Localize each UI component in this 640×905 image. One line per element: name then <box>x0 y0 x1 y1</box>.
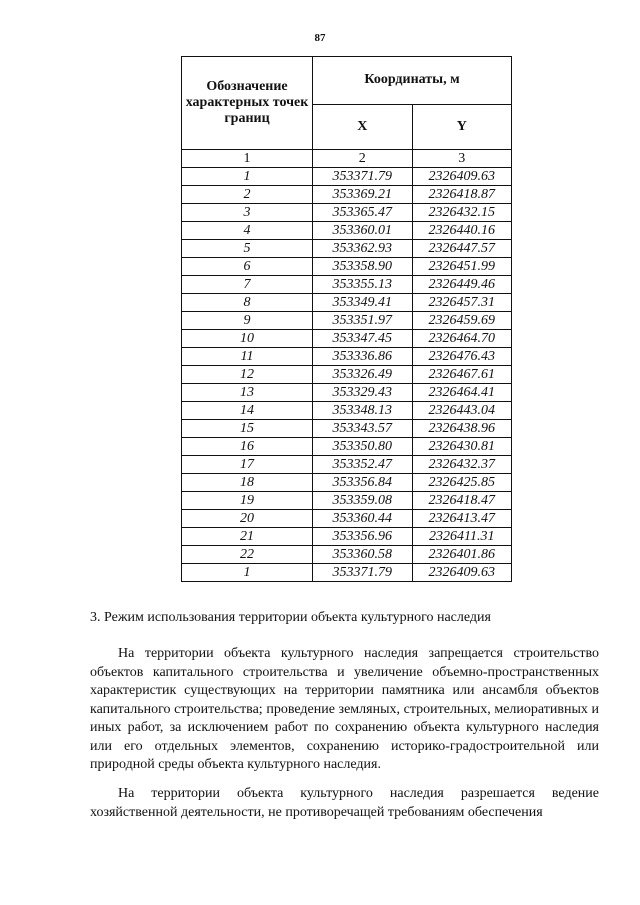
column-number: 3 <box>412 150 512 168</box>
column-number: 1 <box>182 150 313 168</box>
table-row <box>182 510 512 528</box>
y-coordinate-cell: 2326430.81 <box>412 438 512 456</box>
y-coordinate-cell: 2326418.47 <box>412 492 512 510</box>
y-coordinate-cell: 2326457.31 <box>412 294 512 312</box>
point-number-cell: 13 <box>182 384 313 402</box>
table-row <box>182 312 512 330</box>
table-row <box>182 204 512 222</box>
coordinates-table-body <box>182 150 512 582</box>
table-row <box>182 186 512 204</box>
x-coordinate-cell: 353348.13 <box>313 402 413 420</box>
column-number: 2 <box>313 150 413 168</box>
y-coordinate-cell: 2326425.85 <box>412 474 512 492</box>
point-number-cell: 9 <box>182 312 313 330</box>
table-row <box>182 438 512 456</box>
y-coordinate-cell: 2326449.46 <box>412 276 512 294</box>
point-number-cell: 11 <box>182 348 313 366</box>
table-row <box>182 258 512 276</box>
x-coordinate-cell: 353355.13 <box>313 276 413 294</box>
point-number-cell: 6 <box>182 258 313 276</box>
point-number-cell: 1 <box>182 168 313 186</box>
y-coordinate-cell: 2326432.37 <box>412 456 512 474</box>
point-number-cell: 1 <box>182 564 313 582</box>
header-point-designation: Обозначение характерных точек границ <box>182 57 313 150</box>
y-coordinate-cell: 2326401.86 <box>412 546 512 564</box>
page-number: 87 <box>314 32 326 44</box>
x-coordinate-cell: 353356.84 <box>313 474 413 492</box>
table-row <box>182 276 512 294</box>
point-number-cell: 17 <box>182 456 313 474</box>
x-coordinate-cell: 353360.58 <box>313 546 413 564</box>
point-number-cell: 14 <box>182 402 313 420</box>
y-coordinate-cell: 2326464.70 <box>412 330 512 348</box>
paragraph-prohibitions: На территории объекта культурного наследия запрещается строительство объектов капитального строительства и увеличение объемно-пространственных характеристик существующих на территории памятника или ансамбля объектов капитального строительства; проведение земляных, строительных, мелиоративных и иных работ, за исключением работ по сохранению объекта культурного наследия или его отдельных элементов, сохранению историко-градостроительной или природной среды объекта культурного наследия. <box>90 646 599 772</box>
x-coordinate-cell: 353369.21 <box>313 186 413 204</box>
table-row <box>182 564 512 582</box>
y-coordinate-cell: 2326411.31 <box>412 528 512 546</box>
y-coordinate-cell: 2326438.96 <box>412 420 512 438</box>
table-row <box>182 546 512 564</box>
x-coordinate-cell: 353350.80 <box>313 438 413 456</box>
point-number-cell: 15 <box>182 420 313 438</box>
point-number-cell: 12 <box>182 366 313 384</box>
x-coordinate-cell: 353371.79 <box>313 168 413 186</box>
y-coordinate-cell: 2326464.41 <box>412 384 512 402</box>
table-row <box>182 528 512 546</box>
point-number-cell: 10 <box>182 330 313 348</box>
header-x: X <box>313 104 413 150</box>
y-coordinate-cell: 2326459.69 <box>412 312 512 330</box>
x-coordinate-cell: 353365.47 <box>313 204 413 222</box>
point-number-cell: 3 <box>182 204 313 222</box>
paragraph-permissions: На территории объекта культурного наследия разрешается ведение хозяйственной деятельности, не противоречащей требованиям обеспечения <box>90 786 599 820</box>
y-coordinate-cell: 2326409.63 <box>412 168 512 186</box>
section-heading: 3. Режим использования территории объекта культурного наследия <box>90 610 491 625</box>
y-coordinate-cell: 2326467.61 <box>412 366 512 384</box>
table-row <box>182 222 512 240</box>
y-coordinate-cell: 2326440.16 <box>412 222 512 240</box>
x-coordinate-cell: 353352.47 <box>313 456 413 474</box>
header-coordinates: Координаты, м <box>313 57 512 105</box>
y-coordinate-cell: 2326451.99 <box>412 258 512 276</box>
x-coordinate-cell: 353347.45 <box>313 330 413 348</box>
column-number-row <box>182 150 512 168</box>
x-coordinate-cell: 353356.96 <box>313 528 413 546</box>
y-coordinate-cell: 2326418.87 <box>412 186 512 204</box>
table-row <box>182 402 512 420</box>
x-coordinate-cell: 353360.01 <box>313 222 413 240</box>
x-coordinate-cell: 353329.43 <box>313 384 413 402</box>
y-coordinate-cell: 2326413.47 <box>412 510 512 528</box>
point-number-cell: 7 <box>182 276 313 294</box>
point-number-cell: 2 <box>182 186 313 204</box>
point-number-cell: 21 <box>182 528 313 546</box>
y-coordinate-cell: 2326447.57 <box>412 240 512 258</box>
table-row <box>182 168 512 186</box>
table-row <box>182 420 512 438</box>
x-coordinate-cell: 353351.97 <box>313 312 413 330</box>
point-number-cell: 19 <box>182 492 313 510</box>
x-coordinate-cell: 353336.86 <box>313 348 413 366</box>
x-coordinate-cell: 353360.44 <box>313 510 413 528</box>
x-coordinate-cell: 353371.79 <box>313 564 413 582</box>
table-row <box>182 348 512 366</box>
table-row <box>182 456 512 474</box>
point-number-cell: 18 <box>182 474 313 492</box>
table-row <box>182 330 512 348</box>
y-coordinate-cell: 2326432.15 <box>412 204 512 222</box>
x-coordinate-cell: 353359.08 <box>313 492 413 510</box>
point-number-cell: 22 <box>182 546 313 564</box>
x-coordinate-cell: 353326.49 <box>313 366 413 384</box>
x-coordinate-cell: 353349.41 <box>313 294 413 312</box>
table-row <box>182 294 512 312</box>
coordinates-table <box>181 56 512 582</box>
x-coordinate-cell: 353343.57 <box>313 420 413 438</box>
point-number-cell: 20 <box>182 510 313 528</box>
point-number-cell: 8 <box>182 294 313 312</box>
header-y: Y <box>412 104 512 150</box>
y-coordinate-cell: 2326476.43 <box>412 348 512 366</box>
point-number-cell: 16 <box>182 438 313 456</box>
y-coordinate-cell: 2326409.63 <box>412 564 512 582</box>
point-number-cell: 4 <box>182 222 313 240</box>
y-coordinate-cell: 2326443.04 <box>412 402 512 420</box>
table-row <box>182 492 512 510</box>
table-row <box>182 384 512 402</box>
x-coordinate-cell: 353362.93 <box>313 240 413 258</box>
table-row <box>182 474 512 492</box>
table-row <box>182 240 512 258</box>
table-row <box>182 366 512 384</box>
point-number-cell: 5 <box>182 240 313 258</box>
x-coordinate-cell: 353358.90 <box>313 258 413 276</box>
